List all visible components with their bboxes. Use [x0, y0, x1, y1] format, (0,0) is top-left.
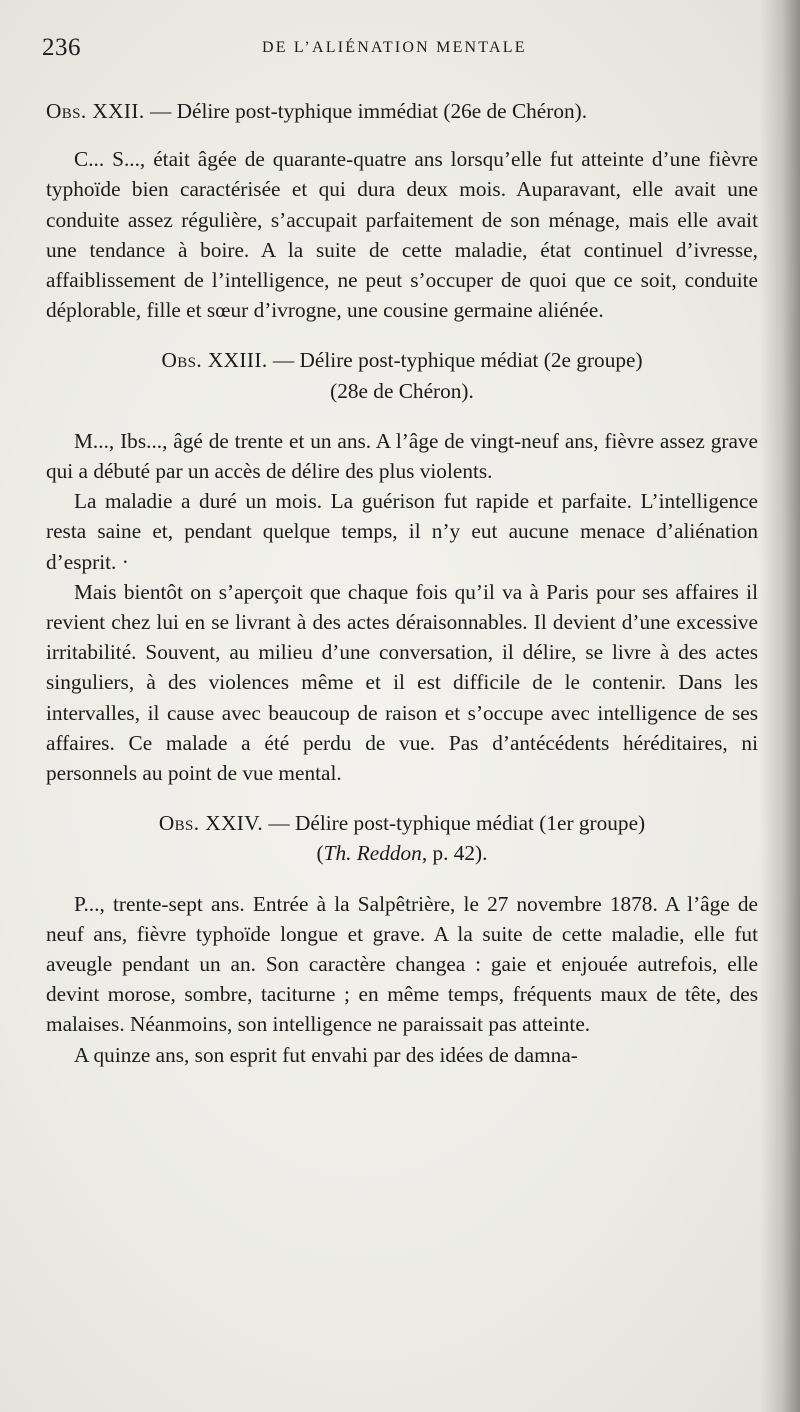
page-header — [42, 34, 742, 66]
citation-page: , p. 42). — [421, 841, 488, 866]
observation-title-text: — Délire post-typhique médiat (2e groupe) — [272, 348, 643, 373]
running-title: DE L’ALIÉNATION MENTALE — [262, 39, 527, 56]
observation-title — [46, 96, 758, 126]
observation-xxii — [46, 96, 758, 325]
paragraph: La maladie a duré un mois. La guérison fut rapide et parfaite. L’intelligence resta saine et, pendant quelque temps, il n’y eut aucune menace d’aliénation d’esprit. · — [46, 489, 758, 574]
observation-title-text: — Délire post-typhique immédiat (26e de Chéron). — [149, 99, 588, 123]
paragraph: A quinze ans, son esprit fut envahi par des idées de damna- — [74, 1042, 578, 1067]
observation-title — [46, 808, 758, 868]
observation-xxiii — [46, 345, 758, 788]
page-spine-shadow — [760, 0, 800, 1412]
observation-xxiv — [46, 808, 758, 1070]
observation-title-text: — Délire post-typhique médiat (1er groupe) — [268, 811, 646, 836]
observation-label: Obs. XXIV. — [158, 811, 264, 836]
observation-label: Obs. XXIII. — [161, 348, 268, 373]
observation-title-line2: (28e de Chéron). — [330, 378, 474, 403]
page-body — [46, 96, 758, 1070]
observation-label: Obs. XXII. — [46, 99, 145, 123]
citation-author: Th. Reddon — [323, 841, 422, 866]
observation-title — [46, 345, 758, 405]
paragraph: P..., trente-sept ans. Entrée à la Salpêtrière, le 27 novembre 1878. A l’âge de neuf ans, fièvre typhoïde longue et grave. A la suite de cette maladie, elle fut aveugle pendant un an. Son caractère changea : gaie et enjouée autrefois, elle devint morose, sombre, taciturne ; en même temps, fréquents maux de tête, des malaises. Néanmoins, son intelligence ne paraissait pas atteinte. — [46, 891, 758, 1037]
page-number: 236 — [42, 34, 81, 61]
paragraph: Mais bientôt on s’aperçoit que chaque fois qu’il va à Paris pour ses affaires il revient chez lui en se livrant à des actes déraisonnables. Il devient d’une excessive irritabilité. Souvent, au milieu d’une conversation, il délire, se livre à des actes singuliers, à des violences même et il est difficile de le contenir. Dans les intervalles, il cause avec beaucoup de raison et s’occupe avec intelligence de ses affaires. Ce malade a été perdu de vue. Pas d’antécédents héréditaires, ni personnels au point de vue mental. — [46, 579, 758, 786]
observation-title-line2: (Th. Reddon, p. 42). — [316, 841, 488, 866]
paragraph: M..., Ibs..., âgé de trente et un ans. A l’âge de vingt-neuf ans, fièvre assez grave qui a débuté par un accès de délire des plus violents. — [46, 428, 758, 484]
paragraph: C... S..., était âgée de quarante-quatre ans lorsqu’elle fut atteinte d’une fièvre typhoïde bien caractérisée et qui dura deux mois. Auparavant, elle avait une conduite assez régulière, s’accupait parfaitement de son ménage, mais elle avait une tendance à boire. A la suite de cette maladie, état continuel d’ivresse, affaiblissement de l’intelligence, ne peut s’occuper de quoi que ce soit, conduite déplorable, fille et sœur d’ivrogne, une cousine germaine aliénée. — [46, 147, 758, 323]
